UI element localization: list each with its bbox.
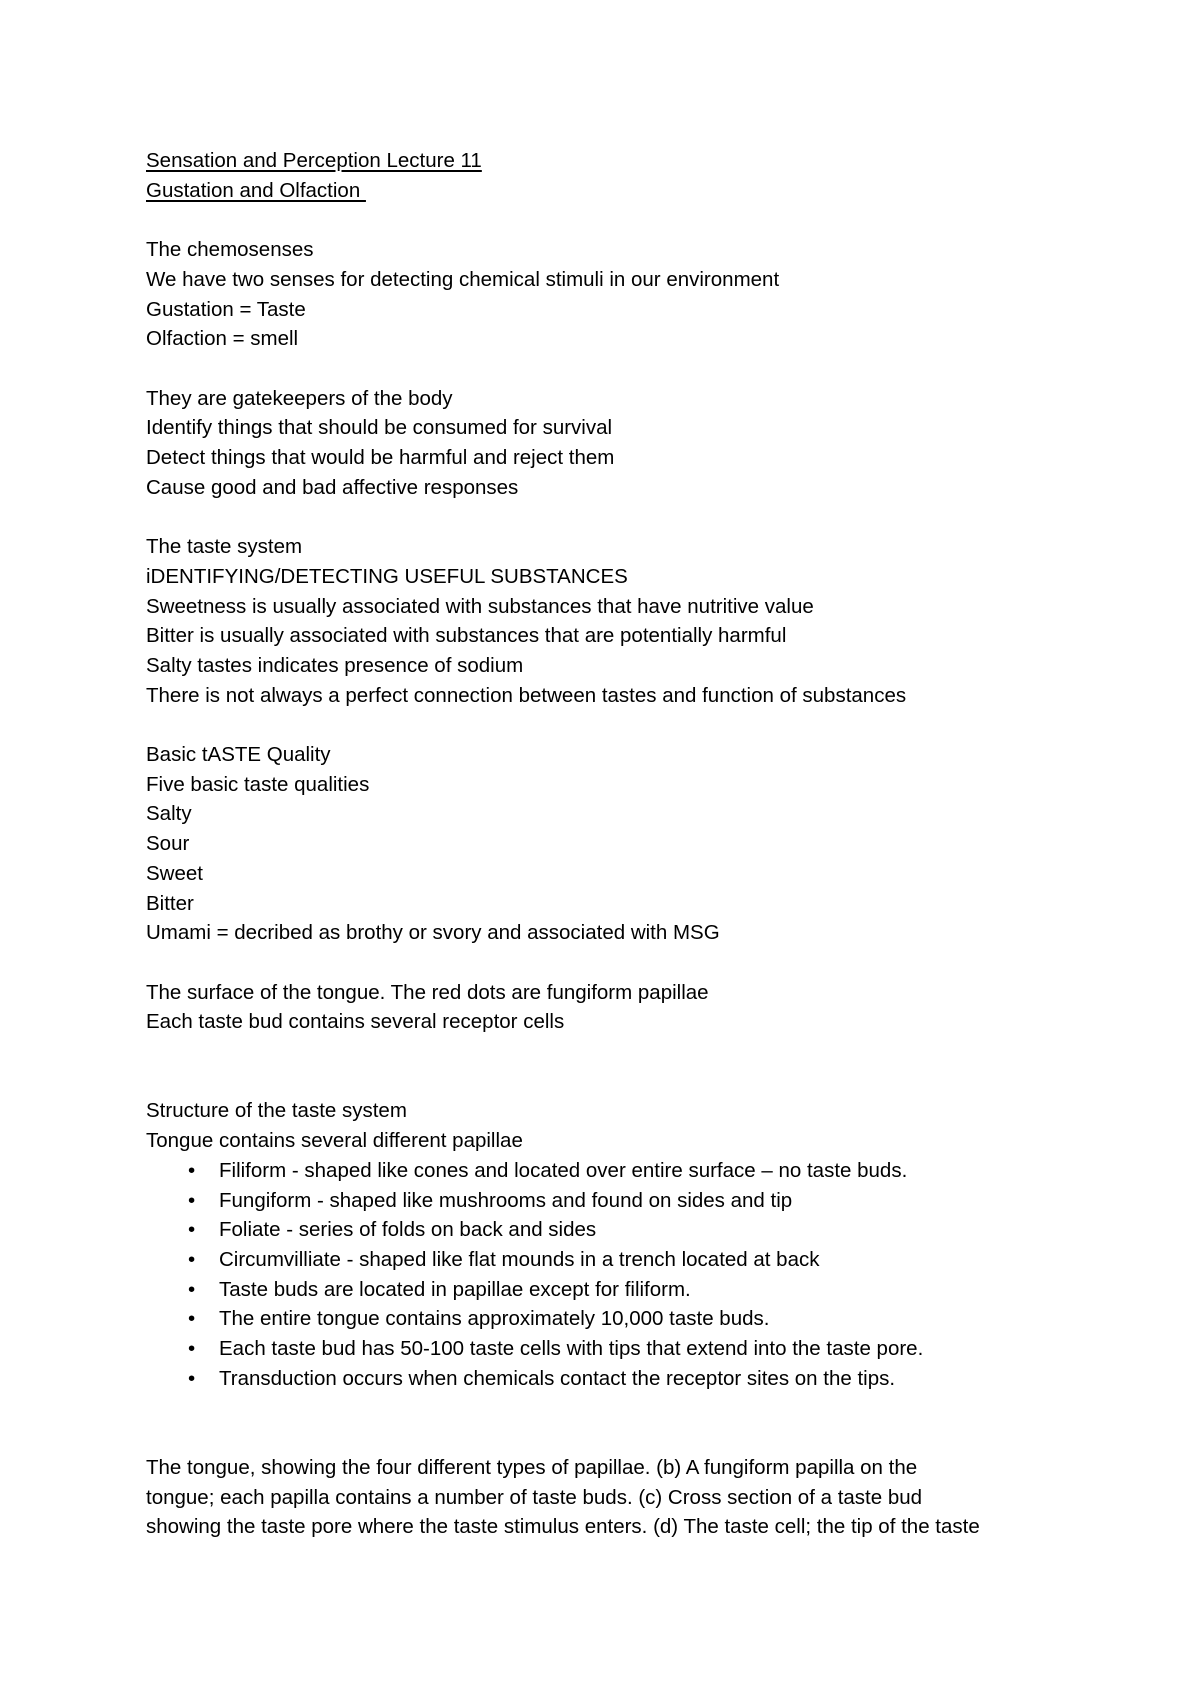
document-subtitle: Gustation and Olfaction <box>146 178 366 202</box>
caption-line: The tongue, showing the four different types of papillae. (b) A fungiform papilla on the <box>146 1455 918 1479</box>
caption-line: showing the taste pore where the taste stimulus enters. (d) The taste cell; the tip of the taste <box>146 1515 980 1539</box>
paragraph-line: Each taste bud contains several receptor cells <box>146 1010 565 1034</box>
paragraph-line: Salty <box>146 802 192 826</box>
paragraph-line: Cause good and bad affective responses <box>146 475 519 499</box>
list-item <box>146 1275 1126 1305</box>
blank-line <box>146 948 1126 978</box>
document-title: Sensation and Perception Lecture 11 <box>146 149 482 172</box>
paragraph-line: Bitter is usually associated with substances that are potentially harmful <box>146 624 787 648</box>
blank-line <box>146 710 1126 740</box>
list-item-text: Taste buds are located in papillae except for filiform. <box>219 1277 691 1301</box>
list-item-text: Each taste bud has 50-100 taste cells with tips that extend into the taste pore. <box>219 1337 924 1361</box>
bullet-icon: • <box>188 1337 196 1361</box>
list-item <box>146 1215 1126 1245</box>
section-heading-basic-taste: Basic tASTE Quality <box>146 743 331 766</box>
blank-line <box>146 354 1126 384</box>
list-item-text: Circumvilliate - shaped like flat mounds in a trench located at back <box>219 1247 820 1271</box>
section-heading-structure: Structure of the taste system <box>146 1099 407 1123</box>
paragraph-line: Sour <box>146 832 190 856</box>
paragraph-line: Five basic taste qualities <box>146 772 370 796</box>
list-item-text: Filiform - shaped like cones and located over entire surface – no taste buds. <box>219 1158 908 1182</box>
list-item <box>146 1245 1126 1275</box>
paragraph-line: iDENTIFYING/DETECTING USEFUL SUBSTANCES <box>146 564 628 588</box>
list-item <box>146 1304 1126 1334</box>
section-heading-chemosenses: The chemosenses <box>146 238 314 262</box>
bullet-icon: • <box>188 1188 196 1212</box>
blank-line <box>146 205 1126 235</box>
section-heading-taste-system: The taste system <box>146 535 303 559</box>
paragraph-line: Umami = decribed as brothy or svory and associated with MSG <box>146 921 720 945</box>
bullet-icon: • <box>188 1307 196 1331</box>
bullet-icon: • <box>188 1247 196 1271</box>
paragraph-line: There is not always a perfect connection between tastes and function of substances <box>146 683 907 707</box>
section-heading-gatekeepers: They are gatekeepers of the body <box>146 386 453 410</box>
paragraph-line: The surface of the tongue. The red dots are fungiform papillae <box>146 980 709 1004</box>
list-item-text: Transduction occurs when chemicals contact the receptor sites on the tips. <box>219 1366 896 1390</box>
document-body <box>146 146 1126 1542</box>
paragraph-line: Gustation = Taste <box>146 297 306 321</box>
paragraph-line: Bitter <box>146 891 194 915</box>
papillae-bullet-list <box>146 1156 1126 1394</box>
paragraph-line: Olfaction = smell <box>146 327 299 351</box>
paragraph-line: We have two senses for detecting chemical stimuli in our environment <box>146 267 780 291</box>
list-item <box>146 1364 1126 1394</box>
paragraph-line: Identify things that should be consumed for survival <box>146 416 613 440</box>
list-item-text: Fungiform - shaped like mushrooms and found on sides and tip <box>219 1188 793 1212</box>
bullet-icon: • <box>188 1158 196 1182</box>
list-item-text: Foliate - series of folds on back and sides <box>219 1218 597 1242</box>
bullet-icon: • <box>188 1218 196 1242</box>
blank-line <box>146 502 1126 532</box>
list-item-text: The entire tongue contains approximately 10,000 taste buds. <box>219 1307 770 1331</box>
bullet-icon: • <box>188 1366 196 1390</box>
paragraph-line: Sweet <box>146 861 203 885</box>
list-item <box>146 1186 1126 1216</box>
paragraph-line: Tongue contains several different papillae <box>146 1129 523 1153</box>
paragraph-line: Detect things that would be harmful and reject them <box>146 446 615 469</box>
caption-line: tongue; each papilla contains a number of taste buds. (c) Cross section of a taste bud <box>146 1485 923 1509</box>
list-item <box>146 1156 1126 1186</box>
blank-lines <box>146 1393 1126 1452</box>
paragraph-line: Sweetness is usually associated with substances that have nutritive value <box>146 594 814 618</box>
paragraph-line: Salty tastes indicates presence of sodium <box>146 653 524 677</box>
bullet-icon: • <box>188 1277 196 1301</box>
list-item <box>146 1334 1126 1364</box>
blank-lines <box>146 1037 1126 1096</box>
